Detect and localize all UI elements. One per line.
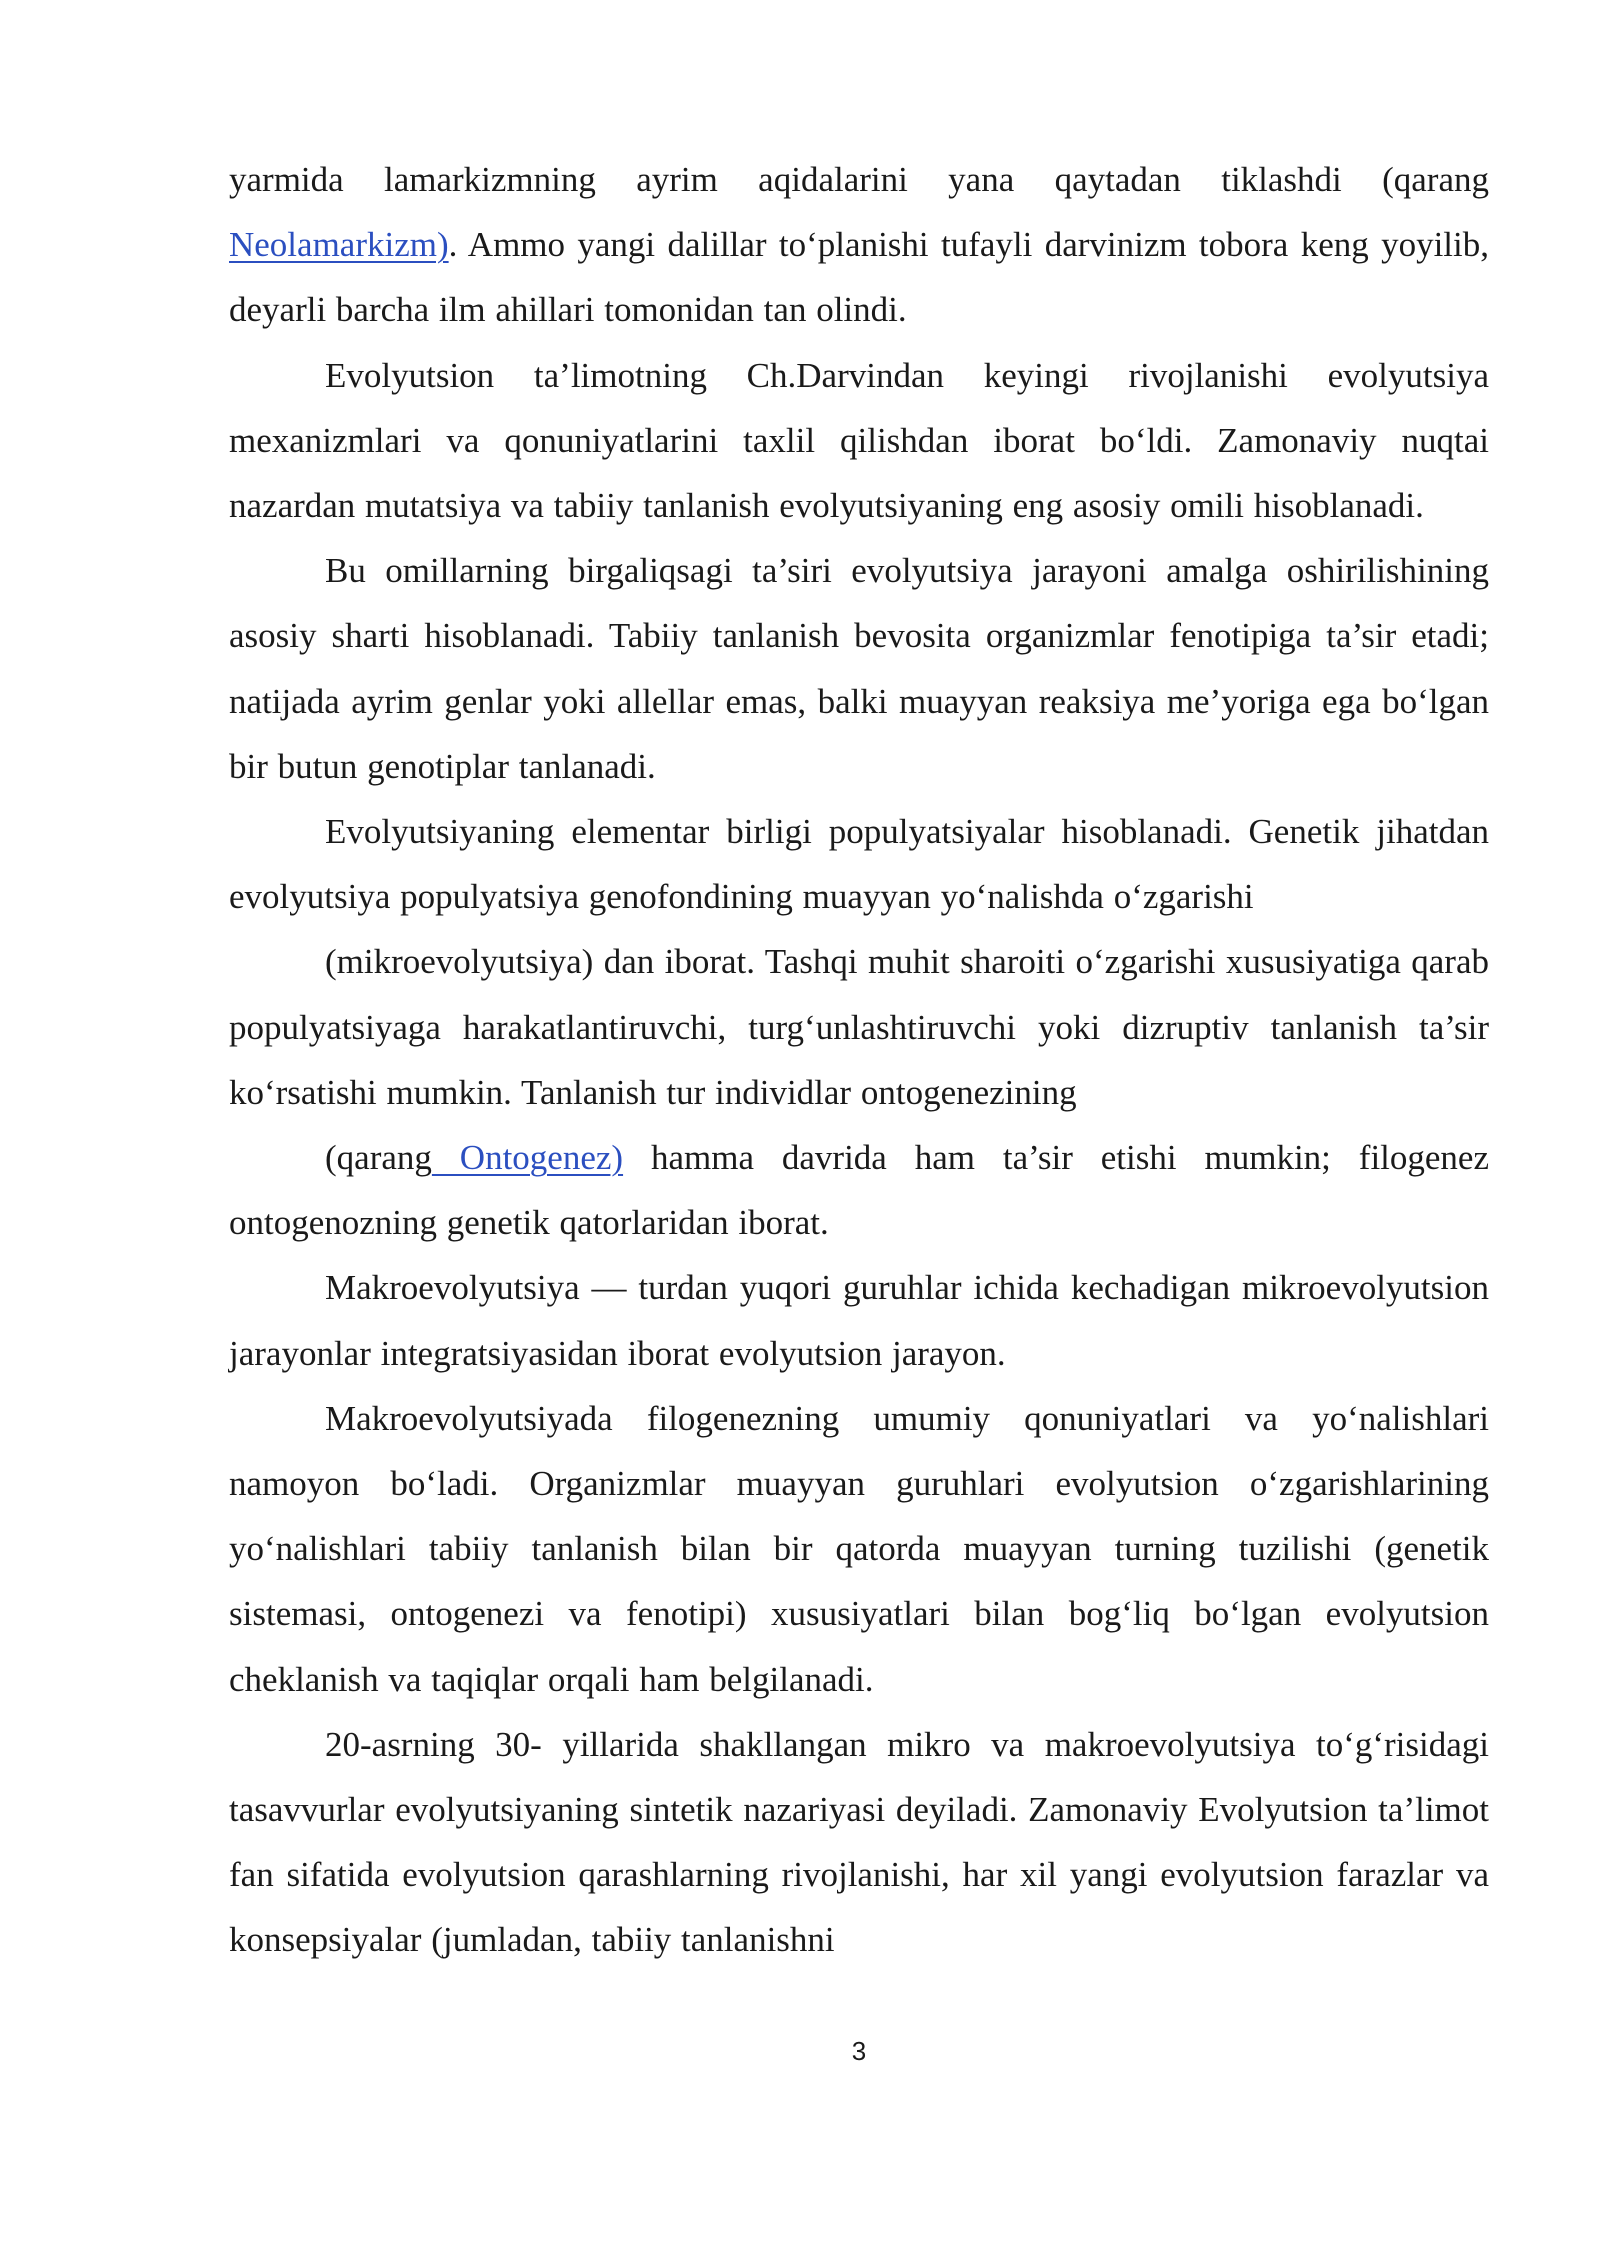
paragraph-8 xyxy=(229,1386,1489,1712)
page-number: 3 xyxy=(851,2036,867,2066)
paragraph-6 xyxy=(229,1125,1489,1255)
paragraph-text: . Ammo yangi dalillar to‘planishi tufayli darvinizm tobora keng yoyilib, deyarli barcha ilm ahillari tomonidan tan olindi. xyxy=(229,225,1489,330)
paragraph-text: Makroevolyutsiya — turdan yuqori guruhlar ichida kechadigan mikroevolyutsion jarayonlar integratsiyasidan iborat evolyutsion jarayon. xyxy=(229,1268,1489,1373)
paragraph-text: yarmida lamarkizmning ayrim aqidalarini yana qaytadan tiklashdi (qarang xyxy=(229,160,1489,199)
paragraph-text: Evolyutsion ta’limotning Ch.Darvindan keyingi rivojlanishi evolyutsiya mexanizmlari va qonuniyatlarini taxlil qilishdan iborat bo‘ldi. Zamonaviy nuqtai nazardan mutatsiya va tabiiy tanlanish evolyutsiyaning eng asosiy omili hisoblanadi. xyxy=(229,355,1489,526)
paragraph-1 xyxy=(229,147,1489,343)
paragraph-4 xyxy=(229,799,1489,929)
paragraph-text: (qarang xyxy=(325,1138,432,1178)
paragraph-2 xyxy=(229,343,1489,539)
document-body xyxy=(229,147,1489,1973)
link-ontogenez[interactable]: Ontogenez) xyxy=(431,1138,624,1178)
link-neolamarkizm[interactable]: Neolamarkizm) xyxy=(229,225,449,265)
paragraph-5 xyxy=(229,929,1489,1125)
paragraph-text: Makroevolyutsiyada filogenezning umumiy qonuniyatlari va yo‘nalishlari namoyon bo‘ladi. Organizmlar muayyan guruhlari evolyutsion o‘zgarishlarining yo‘nalishlari tabiiy tanlanish bilan bir qatorda muayyan turning tuzilishi (genetik sistemasi, ontogenezi va fenotipi) xususiyatlari bilan bog‘liq bo‘lgan evolyutsion cheklanish va taqiqlar orqali ham belgilanadi. xyxy=(229,1398,1489,1699)
paragraph-9 xyxy=(229,1712,1489,1973)
paragraph-text: (mikroevolyutsiya) dan iborat. Tashqi muhit sharoiti o‘zgarishi xususiyatiga qarab populyatsiyaga harakatlantiruvchi, turg‘unlashtiruvchi yoki dizruptiv tanlanish ta’sir ko‘rsatishi mumkin. Tanlanish tur individlar ontogenezining xyxy=(229,942,1489,1112)
paragraph-text: 20-asrning 30- yillarida shakllangan mikro va makroevolyutsiya to‘g‘risidagi tasavvurlar evolyutsiyaning sintetik nazariyasi deyiladi. Zamonaviy Evolyutsion ta’limot fan sifatida evolyutsion qarashlarning rivojlanishi, har xil yangi evolyutsion farazlar va konsepsiyalar (jumladan, tabiiy tanlanishni xyxy=(229,1724,1489,1960)
paragraph-text: hamma davrida ham ta’sir etishi mumkin; filogenez ontogenozning genetik qatorlaridan iborat. xyxy=(229,1138,1490,1243)
paragraph-3 xyxy=(229,538,1489,799)
paragraph-text: Bu omillarning birgaliqsagi ta’siri evolyutsiya jarayoni amalga oshirilishining asosiy sharti hisoblanadi. Tabiiy tanlanish bevosita organizmlar fenotipiga ta’sir etadi; natijada ayrim genlar yoki allellar emas, balki muayyan reaksiya me’yoriga ega bo‘lgan bir butun genotiplar tanlanadi. xyxy=(229,551,1489,786)
paragraph-7 xyxy=(229,1255,1489,1385)
paragraph-text: Evolyutsiyaning elementar birligi populyatsiyalar hisoblanadi. Genetik jihatdan evolyutsiya populyatsiya genofondining muayyan yo‘nalishda o‘zgarishi xyxy=(229,812,1489,917)
